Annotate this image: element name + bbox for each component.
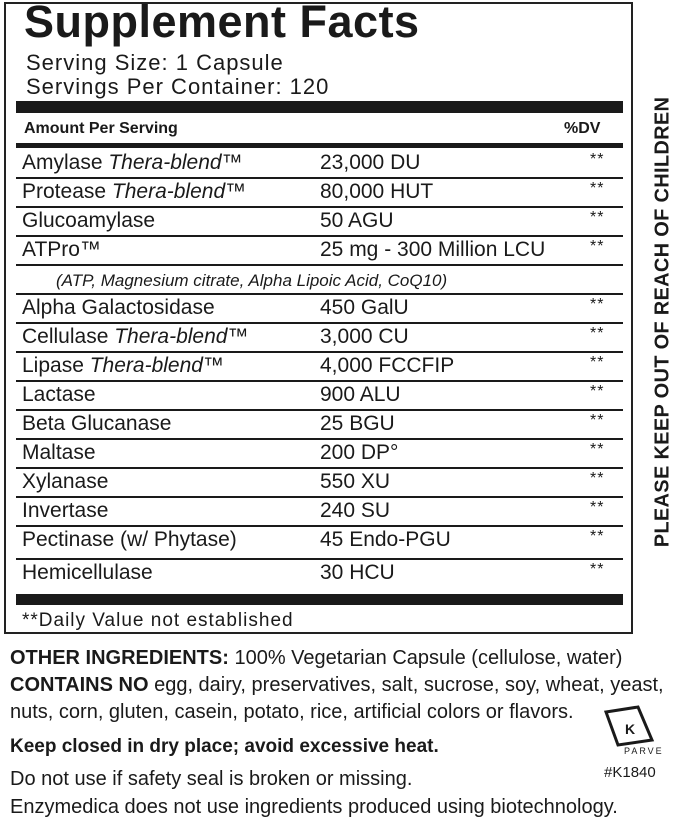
row-divider <box>16 380 623 382</box>
seal-warning: Do not use if safety seal is broken or missing. <box>10 768 413 790</box>
nutrient-name <box>22 325 248 349</box>
blend-label: Thera-blend™ <box>111 180 247 203</box>
nutrient-name-text: Lactase <box>22 383 96 406</box>
nutrient-amount: 80,000 HUT <box>320 180 434 203</box>
nutrient-dv: ** <box>590 238 605 255</box>
row-divider <box>16 525 623 527</box>
row-divider <box>16 496 623 498</box>
header-divider <box>16 143 623 148</box>
top-divider <box>16 101 623 113</box>
dv-header: %DV <box>564 120 601 137</box>
supplement-facts-panel <box>4 2 633 634</box>
contains-no-text: egg, dairy, preservatives, salt, sucrose, soy, wheat, yeast, <box>148 674 664 696</box>
nutrient-dv: ** <box>590 180 605 197</box>
row-divider <box>16 177 623 179</box>
nutrient-name <box>22 470 108 494</box>
nutrient-name-text: Glucoamylase <box>22 209 156 232</box>
nutrient-name <box>22 151 243 175</box>
nutrient-name <box>22 354 224 378</box>
row-divider <box>16 467 623 469</box>
nutrient-name <box>22 528 237 552</box>
nutrient-name <box>22 441 96 465</box>
nutrient-dv: ** <box>590 528 605 545</box>
nutrient-dv: ** <box>590 296 605 313</box>
contains-no <box>10 674 664 697</box>
nutrient-amount: 45 Endo-PGU <box>320 528 451 551</box>
nutrient-amount: 240 SU <box>320 499 391 522</box>
biotech-statement: Enzymedica does not use ingredients produced using biotechnology. <box>10 796 618 818</box>
other-ingredients-text: 100% Vegetarian Capsule (cellulose, water) <box>228 647 623 669</box>
side-warning <box>649 84 677 560</box>
nutrient-name <box>22 180 246 204</box>
nutrient-amount: 25 BGU <box>320 412 395 435</box>
nutrient-name-text: Beta Glucanase <box>22 412 172 435</box>
storage-instructions: Keep closed in dry place; avoid excessive heat. <box>10 736 439 757</box>
nutrient-name-text: Alpha Galactosidase <box>22 296 215 319</box>
nutrient-name-text: Amylase <box>22 151 109 174</box>
nutrient-amount: 4,000 FCCFIP <box>320 354 455 377</box>
blend-label: Thera-blend™ <box>89 354 224 377</box>
nutrient-dv: ** <box>590 151 605 168</box>
blend-label: Thera-blend™ <box>108 151 243 174</box>
blend-label: Thera-blend™ <box>114 325 249 348</box>
contains-no-continued: nuts, corn, gluten, casein, potato, rice, artificial colors or flavors. <box>10 701 574 723</box>
kosher-letter: K <box>624 721 636 737</box>
nutrient-dv: ** <box>590 209 605 226</box>
other-ingredients <box>10 647 622 670</box>
nutrient-amount: 50 AGU <box>320 209 394 232</box>
nutrient-dv: ** <box>590 561 605 578</box>
nutrient-amount: 30 HCU <box>320 561 395 584</box>
nutrient-name <box>22 561 153 585</box>
nutrient-name-text: ATPro™ <box>22 238 101 261</box>
nutrient-name <box>22 238 101 262</box>
nutrient-amount: 3,000 CU <box>320 325 409 348</box>
amount-per-serving-header: Amount Per Serving <box>24 120 178 137</box>
row-divider <box>16 351 623 353</box>
nutrient-name-text: Pectinase (w/ Phytase) <box>22 528 237 551</box>
nutrient-dv: ** <box>590 354 605 371</box>
nutrient-dv: ** <box>590 383 605 400</box>
serving-size: Serving Size: 1 Capsule <box>26 50 284 75</box>
side-warning-text: PLEASE KEEP OUT OF REACH OF CHILDREN <box>651 96 674 548</box>
nutrient-amount: 23,000 DU <box>320 151 421 174</box>
contains-no-label: CONTAINS NO <box>10 674 149 696</box>
nutrient-name <box>22 412 171 436</box>
nutrient-dv: ** <box>590 470 605 487</box>
nutrient-name-text: Cellulase <box>22 325 115 348</box>
nutrient-name <box>22 499 108 523</box>
nutrient-name-text: Xylanase <box>22 470 109 493</box>
nutrient-dv: ** <box>590 499 605 516</box>
nutrient-dv: ** <box>590 325 605 342</box>
nutrient-dv: ** <box>590 441 605 458</box>
parve-label: PARVE <box>624 746 664 756</box>
kosher-code: #K1840 <box>604 764 656 781</box>
nutrient-amount: 25 mg - 300 Million LCU <box>320 238 546 261</box>
nutrient-name-text: Invertase <box>22 499 109 522</box>
row-divider <box>16 264 623 266</box>
other-ingredients-label: OTHER INGREDIENTS: <box>10 647 229 669</box>
nutrient-amount: 900 ALU <box>320 383 401 406</box>
nutrient-name-text: Protease <box>22 180 112 203</box>
nutrient-name-text: Hemicellulase <box>22 561 153 584</box>
servings-per-container: Servings Per Container: 120 <box>26 74 330 99</box>
row-divider <box>16 322 623 324</box>
row-divider <box>16 235 623 237</box>
row-divider <box>16 409 623 411</box>
nutrient-name-text: Maltase <box>22 441 96 464</box>
daily-value-footnote: **Daily Value not established <box>22 610 294 631</box>
nutrient-amount: 550 XU <box>320 470 391 493</box>
atpro-components: (ATP, Magnesium citrate, Alpha Lipoic Acid, CoQ10) <box>56 271 448 290</box>
row-divider <box>16 293 623 295</box>
bottom-divider <box>16 594 623 605</box>
nutrient-name <box>22 383 96 407</box>
nutrient-name <box>22 209 155 233</box>
nutrient-amount: 200 DP° <box>320 441 399 464</box>
panel-title: Supplement Facts <box>24 0 420 47</box>
row-divider <box>16 438 623 440</box>
row-divider <box>16 206 623 208</box>
row-divider <box>16 558 623 560</box>
nutrient-dv: ** <box>590 412 605 429</box>
kosher-k-logo-icon <box>600 704 658 748</box>
nutrient-name <box>22 296 215 320</box>
nutrient-amount: 450 GalU <box>320 296 409 319</box>
nutrient-name-text: Lipase <box>22 354 90 377</box>
